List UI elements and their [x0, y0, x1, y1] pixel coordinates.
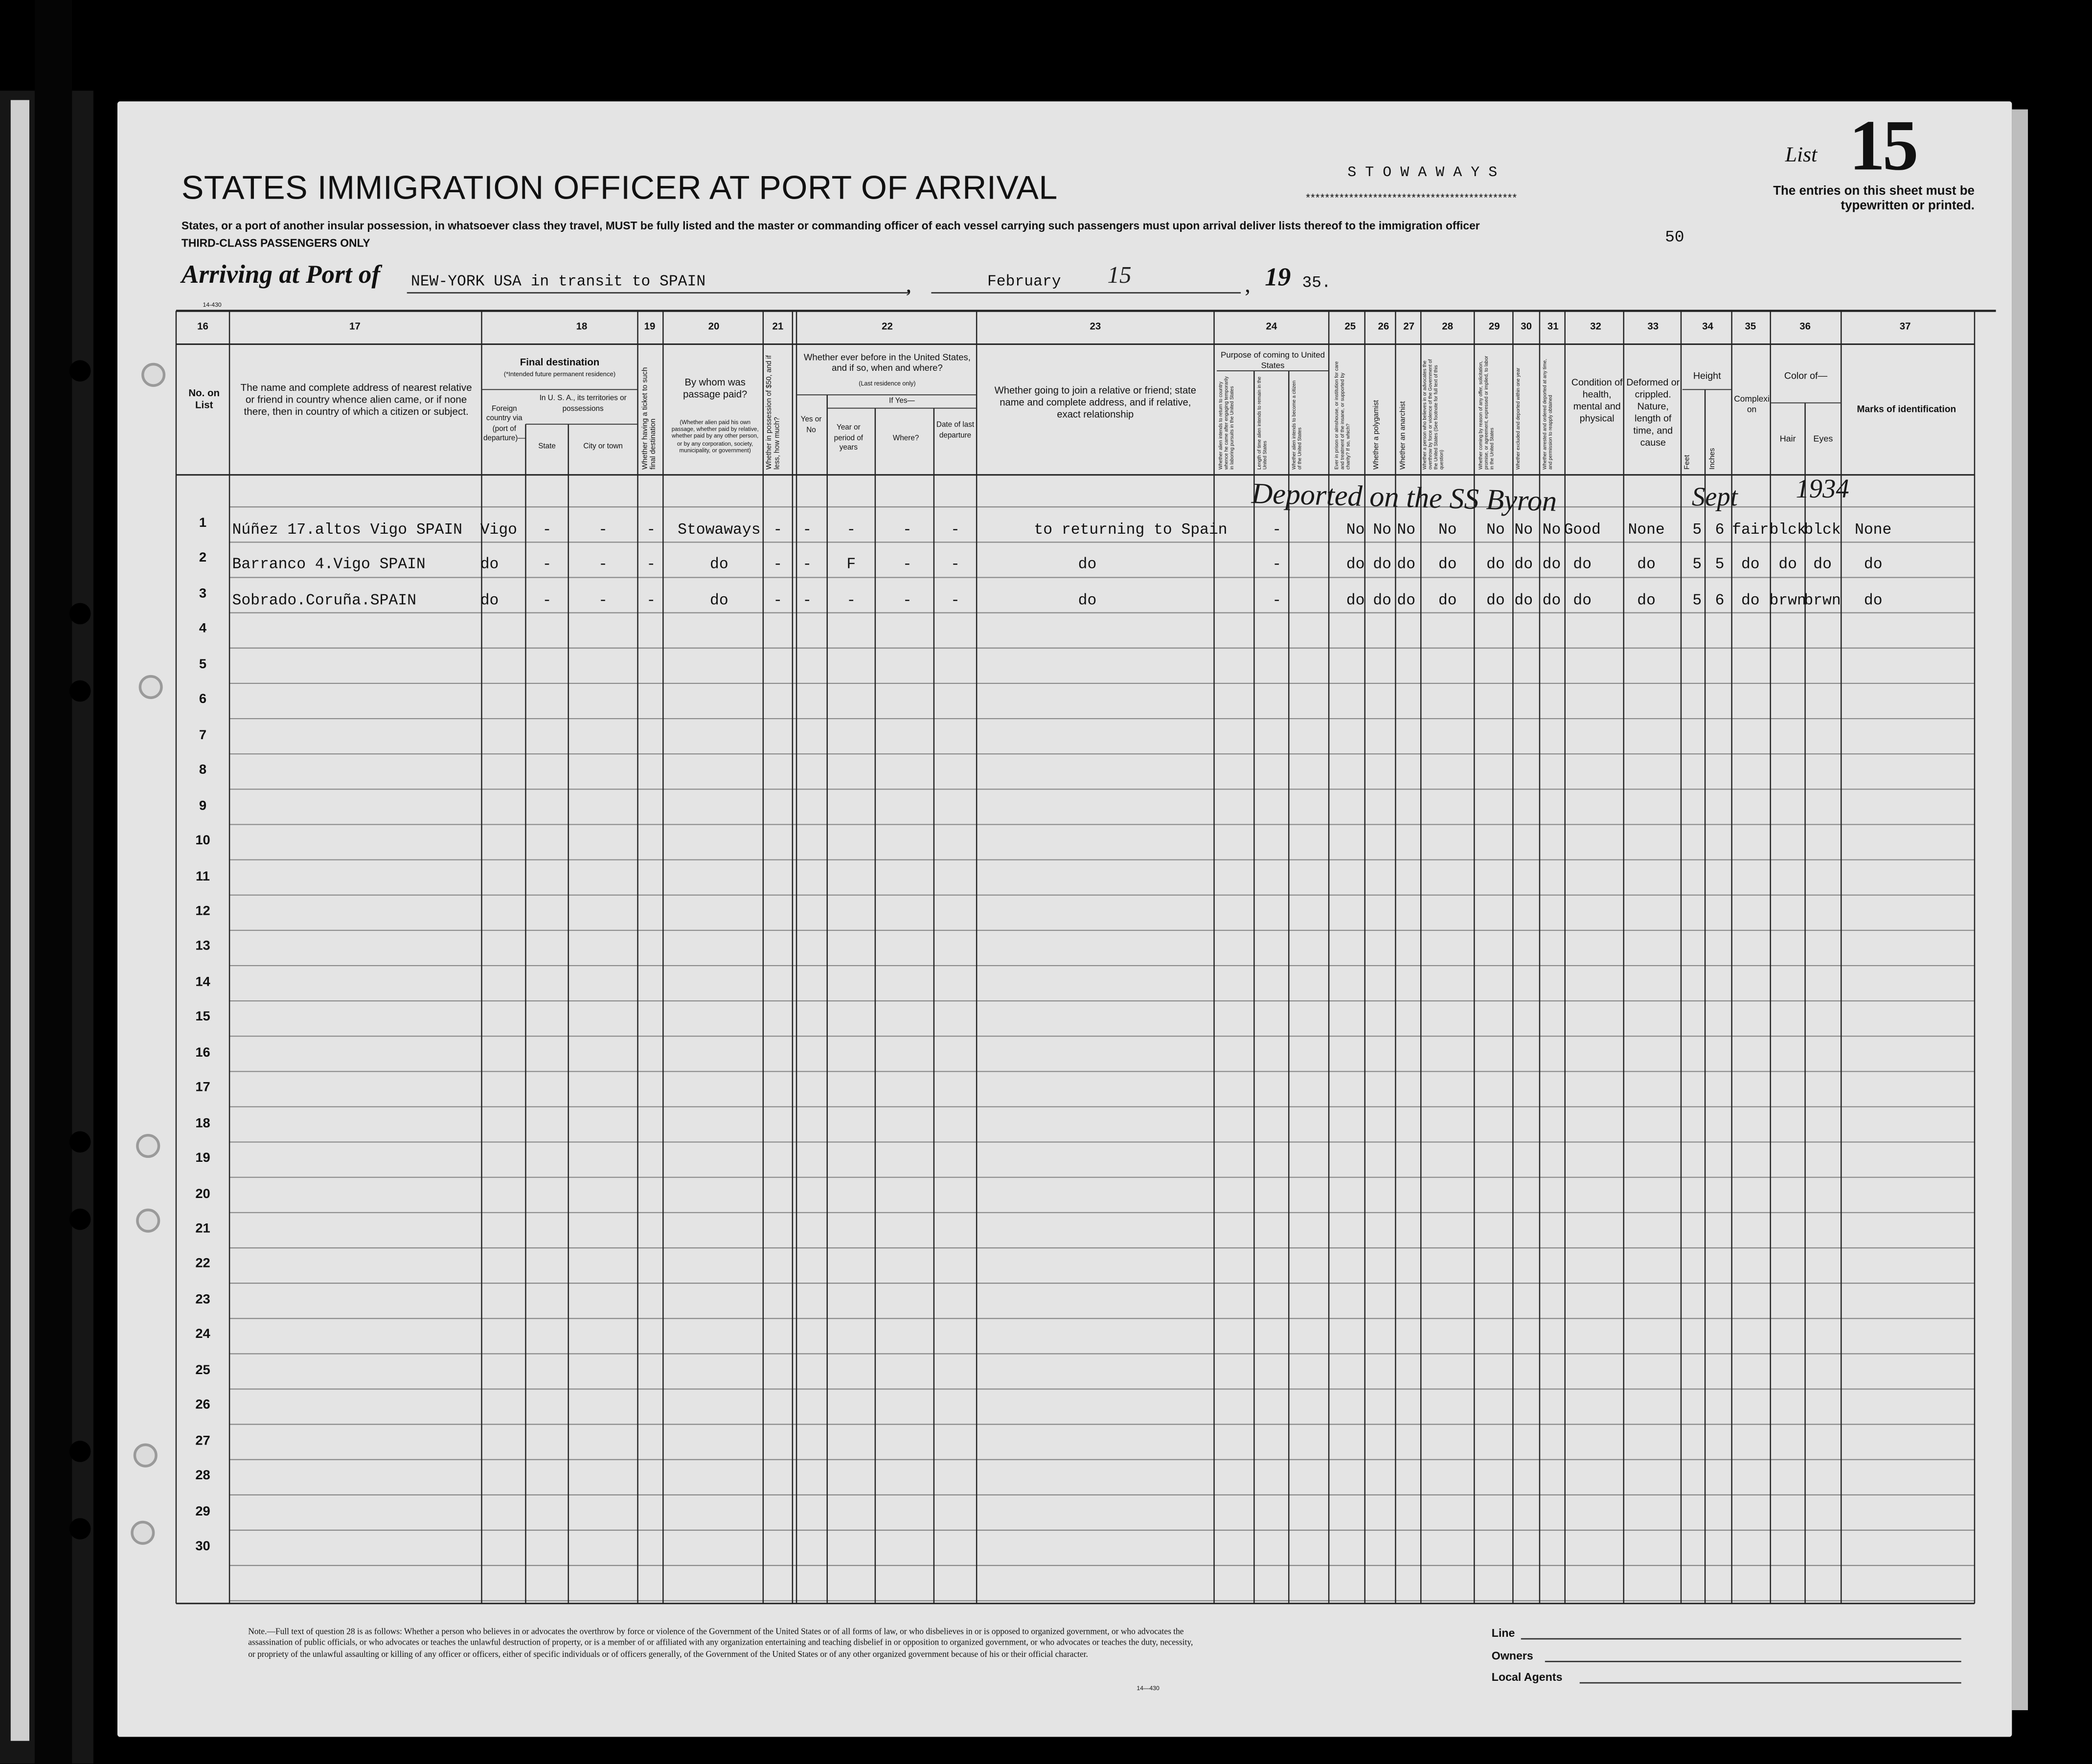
row-inches: 5 [1715, 557, 1725, 574]
col20-header: By whom was passage paid? [683, 376, 748, 401]
owners-field[interactable] [1545, 1661, 1961, 1662]
row-health: do [1573, 557, 1592, 574]
row-number: 5 [199, 657, 207, 672]
row-date: - [951, 521, 960, 539]
col18-note: (*Intended future permanent residence) [503, 372, 616, 379]
row-city: - [598, 592, 608, 610]
row-c27: do [1397, 592, 1416, 610]
row-number: 23 [195, 1292, 210, 1308]
col32-header: Condition of health, mental and physical [1571, 376, 1623, 425]
question-28-note: Note.—Full text of question 28 is as follows: Whether a person who believes in or advocates the overthrow by force or violence of the Government of the United States or of all forms of law, or who disbelieves in or is opposed to organized government, or who advocates the assassination of public officials, or who advocates or teaches the unlawful destruction of property, or is a member of or affiliated with any organization entertaining and teaching disbelief in or opposition to organized government, or who advocates or teaches the duty, necessity, or propriety of the unlawful assaulting or killing of any officer or officers, either of specific individuals or of officers generally, of the Government of the United States or of any other organized government because of his or their official character. [248, 1627, 1193, 1659]
row-number: 6 [199, 692, 207, 707]
day-handwritten: 15 [1107, 261, 1132, 289]
local-agents-field[interactable] [1580, 1682, 1961, 1684]
row-eyes: blck [1804, 521, 1841, 539]
comma: , [1245, 272, 1251, 298]
row-s50: - [773, 557, 783, 574]
form-subtitle: States, or a port of another insular possession, in whatsoever class they travel, MUST be fully listed and the master or commanding officer of each vessel carrying such passengers must upon arrival deliver lists thereof to the immigration officer [181, 219, 1480, 232]
row-year: - [846, 521, 856, 539]
row-number: 27 [195, 1433, 210, 1448]
col21-header: Whether in possession of $50, and if less, how much? [766, 355, 782, 470]
row-feet: 5 [1692, 592, 1702, 610]
row-join: to returning to Spain [1034, 521, 1228, 539]
row-c26: do [1373, 592, 1392, 610]
row-year: - [846, 592, 856, 610]
row-purpose: - [1272, 557, 1282, 574]
row-complexion: do [1741, 557, 1760, 574]
row-hair: brwn [1769, 592, 1806, 610]
row-c28: do [1438, 557, 1457, 574]
col28-header: Whether a person who believes in or advocates the overthrow by force or violence of the Government of the United States (See footnote for full text of this question) [1422, 359, 1445, 470]
column-number: 32 [1590, 320, 1601, 333]
column-number: 28 [1442, 320, 1454, 333]
line-field[interactable] [1521, 1638, 1961, 1640]
row-s50: - [773, 592, 783, 610]
footer-form-number: 14—430 [1137, 1685, 1160, 1692]
row-join: do [1078, 592, 1097, 610]
column-number: 37 [1899, 320, 1911, 333]
row-c30: do [1514, 557, 1533, 574]
col22-year: Year or period of years [834, 424, 864, 452]
row-where: - [902, 521, 912, 539]
month-value: February [987, 273, 1061, 291]
row-state: - [542, 557, 552, 574]
column-number: 17 [349, 320, 361, 333]
row-city: - [598, 521, 608, 539]
column-number: 29 [1488, 320, 1500, 333]
row-inches: 6 [1715, 521, 1725, 539]
list-label: List [1785, 144, 1818, 167]
column-number: 20 [708, 320, 720, 333]
row-number: 12 [195, 904, 210, 919]
row-c25: do [1346, 592, 1365, 610]
col22-yesno: Yes or No [800, 416, 822, 434]
col27-header: Whether an anarchist [1399, 401, 1408, 470]
col34-header: Height [1693, 369, 1721, 382]
row-c31: do [1542, 592, 1561, 610]
row-paid: do [710, 592, 728, 610]
col25-header: Ever in prison or almshouse, or institution for care and treatment of the insane, or supported by charity? If so, which? [1334, 361, 1351, 470]
row-yes: - [802, 557, 812, 574]
row-purpose: - [1272, 592, 1282, 610]
column-number: 33 [1647, 320, 1659, 333]
col34-inches: Inches [1709, 448, 1717, 470]
row-foreign: do [480, 557, 499, 574]
col36-hair: Hair [1779, 435, 1796, 445]
row-join: do [1078, 557, 1097, 574]
row-c29: do [1486, 592, 1505, 610]
col18-foreign: Foreign country via (port of departure)— [483, 406, 525, 443]
row-inches: 6 [1715, 592, 1725, 610]
col20-note: (Whether alien paid his own passage, whether paid by relative, whether paid by any other person, or by any corporation, society, municipality, or government) [671, 419, 759, 453]
row-number: 21 [195, 1221, 210, 1237]
row-ticket: - [646, 557, 656, 574]
row-complexion: fair [1732, 521, 1769, 539]
row-deformed: None [1628, 521, 1665, 539]
row-c27: do [1397, 557, 1416, 574]
column-number: 21 [772, 320, 784, 333]
row-number: 3 [199, 587, 207, 602]
column-number: 25 [1344, 320, 1356, 333]
row-c27: No [1397, 521, 1416, 539]
column-number: 31 [1547, 320, 1559, 333]
row-deformed: do [1637, 592, 1656, 610]
row-ticket: - [646, 521, 656, 539]
row-c28: No [1438, 521, 1457, 539]
form-corner-number: 14-430 [203, 301, 222, 308]
row-yes: - [802, 521, 812, 539]
row-s50: - [773, 521, 783, 539]
row-c26: do [1373, 557, 1392, 574]
row-number: 9 [199, 798, 207, 814]
column-number: 16 [197, 320, 208, 333]
col22-where: Where? [892, 435, 919, 443]
row-address: Núñez 17.altos Vigo SPAIN [232, 521, 462, 539]
row-yes: - [802, 592, 812, 610]
stowaways-stars: ******************************************** [1305, 193, 1517, 205]
row-marks: None [1855, 521, 1892, 539]
row-number: 1 [199, 516, 207, 531]
year-suffix: 35. [1302, 273, 1331, 293]
row-state: - [542, 592, 552, 610]
row-number: 17 [195, 1081, 210, 1096]
col34-feet: Feet [1683, 454, 1692, 470]
row-number: 10 [195, 834, 210, 849]
row-city: - [598, 557, 608, 574]
col24-a: Whether alien intends to return to country whence he came after engaging temporarily in laboring pursuits in the United States [1218, 376, 1235, 470]
row-ticket: - [646, 592, 656, 610]
row-deformed: do [1637, 557, 1656, 574]
row-feet: 5 [1692, 557, 1702, 574]
col24-c: Whether alien intends to become a citizen of the United States [1291, 380, 1303, 470]
arriving-label: Arriving at Port of [181, 261, 381, 290]
column-number: 22 [882, 320, 893, 333]
row-paid: do [710, 557, 728, 574]
third-class-label: THIRD-CLASS PASSENGERS ONLY [181, 236, 370, 249]
row-number: 11 [196, 869, 210, 884]
column-number: 30 [1521, 320, 1532, 333]
col33-header: Deformed or crippled. Nature, length of time, and cause [1626, 376, 1680, 449]
row-number: 29 [195, 1504, 210, 1519]
row-date: - [951, 557, 960, 574]
col22-note: (Last residence only) [859, 380, 916, 387]
row-where: - [902, 557, 912, 574]
row-number: 30 [195, 1539, 210, 1555]
row-health: do [1573, 592, 1592, 610]
row-number: 16 [195, 1045, 210, 1061]
column-number: 36 [1799, 320, 1811, 333]
row-date: - [951, 592, 960, 610]
row-number: 28 [195, 1469, 210, 1484]
row-number: 14 [195, 975, 210, 990]
row-number: 2 [199, 551, 207, 566]
col22-header: Whether ever before in the United States, and if so, when and where? [803, 353, 971, 374]
col18-city: City or town [583, 443, 623, 451]
column-number: 27 [1403, 320, 1415, 333]
col24-b: Length of time alien intends to remain in the United States [1256, 376, 1268, 470]
row-c26: No [1373, 521, 1392, 539]
row-eyes: brwn [1804, 592, 1841, 610]
col29-header: Whether coming by reason of any offer, solicitation, promise, or agreement, expressed or implied, to labor in the United States [1478, 356, 1495, 470]
row-number: 15 [195, 1010, 210, 1025]
column-number: 26 [1378, 320, 1389, 333]
row-complexion: do [1741, 592, 1760, 610]
year-annotation: 1934 [1796, 475, 1849, 504]
row-number: 25 [195, 1363, 210, 1378]
col16-header: No. on List [188, 386, 220, 411]
row-c30: do [1514, 592, 1533, 610]
row-c28: do [1438, 592, 1457, 610]
list-number: 15 [1849, 105, 1916, 186]
col18-state: State [538, 443, 556, 451]
column-number: 18 [576, 320, 588, 333]
column-number: 35 [1745, 320, 1756, 333]
row-hair: do [1778, 557, 1797, 574]
deported-annotation: Deported on the SS Byron [1251, 476, 1558, 518]
row-number: 7 [199, 728, 207, 743]
row-marks: do [1864, 592, 1883, 610]
row-foreign: Vigo [480, 521, 518, 539]
port-value: NEW-YORK USA in transit to SPAIN [410, 273, 706, 291]
row-state: - [542, 521, 552, 539]
row-address: Sobrado.Coruña.SPAIN [232, 592, 416, 610]
row-number: 20 [195, 1186, 210, 1201]
sept-annotation: Sept [1691, 483, 1738, 513]
row-marks: do [1864, 557, 1883, 574]
row-c29: do [1486, 557, 1505, 574]
row-address: Barranco 4.Vigo SPAIN [232, 557, 426, 574]
col18-header: Final destination [520, 356, 600, 368]
entries-note: The entries on this sheet must be typewritten or printed. [1773, 184, 1975, 214]
col17-header: The name and complete address of nearest relative or friend in country whence alien came, or if none there, then in country of which a citizen or subject. [240, 381, 472, 418]
col31-header: Whether arrested and ordered deported at any time, and permission to reapply obtained [1542, 359, 1553, 470]
row-c29: No [1486, 521, 1505, 539]
row-c31: do [1542, 557, 1561, 574]
row-hair: blck [1769, 521, 1806, 539]
row-number: 22 [195, 1257, 210, 1272]
form-title: STATES IMMIGRATION OFFICER AT PORT OF ARRIVAL [181, 169, 1058, 207]
col23-header: Whether going to join a relative or friend; state name and complete address, and if relative, exact relationship [994, 384, 1197, 421]
column-number: 34 [1702, 320, 1713, 333]
row-number: 13 [195, 939, 210, 954]
row-number: 18 [195, 1116, 210, 1131]
col26-header: Whether a polygamist [1373, 400, 1381, 470]
row-number: 19 [195, 1151, 210, 1166]
row-eyes: do [1813, 557, 1832, 574]
row-health: Good [1564, 521, 1601, 539]
row-year: F [846, 557, 856, 574]
col24-header: Purpose of coming to United States [1221, 351, 1325, 370]
col36-eyes: Eyes [1813, 435, 1833, 445]
comma: , [906, 272, 912, 298]
row-where: - [902, 592, 912, 610]
col22-ifyes: If Yes— [889, 397, 915, 406]
row-c31: No [1542, 521, 1561, 539]
row-c25: do [1346, 557, 1365, 574]
row-c25: No [1346, 521, 1365, 539]
col35-header: Complexion [1734, 395, 1770, 415]
col36-header: Color of— [1784, 369, 1828, 382]
count-50: 50 [1665, 228, 1684, 247]
column-number: 19 [644, 320, 656, 333]
year-prefix: 19 [1265, 264, 1291, 293]
column-number: 24 [1266, 320, 1277, 333]
row-number: 26 [195, 1398, 210, 1413]
local-agents-label: Local Agents [1491, 1670, 1563, 1684]
row-feet: 5 [1692, 521, 1702, 539]
owners-label: Owners [1491, 1649, 1533, 1662]
col19-header: Whether having a ticket to such final destination [641, 367, 658, 470]
row-c30: No [1514, 521, 1533, 539]
line-label: Line [1491, 1626, 1515, 1640]
col22-date: Date of last departure [936, 421, 975, 440]
col37-header: Marks of identification [1857, 406, 1956, 415]
row-number: 8 [199, 763, 207, 778]
row-paid: Stowaways [678, 521, 761, 539]
column-number: 23 [1090, 320, 1101, 333]
row-number: 4 [199, 622, 207, 637]
col30-header: Whether excluded and deported within one year [1515, 367, 1521, 470]
row-number: 24 [195, 1328, 210, 1343]
row-foreign: do [480, 592, 499, 610]
row-purpose: - [1272, 521, 1282, 539]
col18-usa: In U. S. A., its territories or possessions [539, 395, 627, 413]
stowaways-label: S T O W A W A Y S [1347, 165, 1498, 181]
